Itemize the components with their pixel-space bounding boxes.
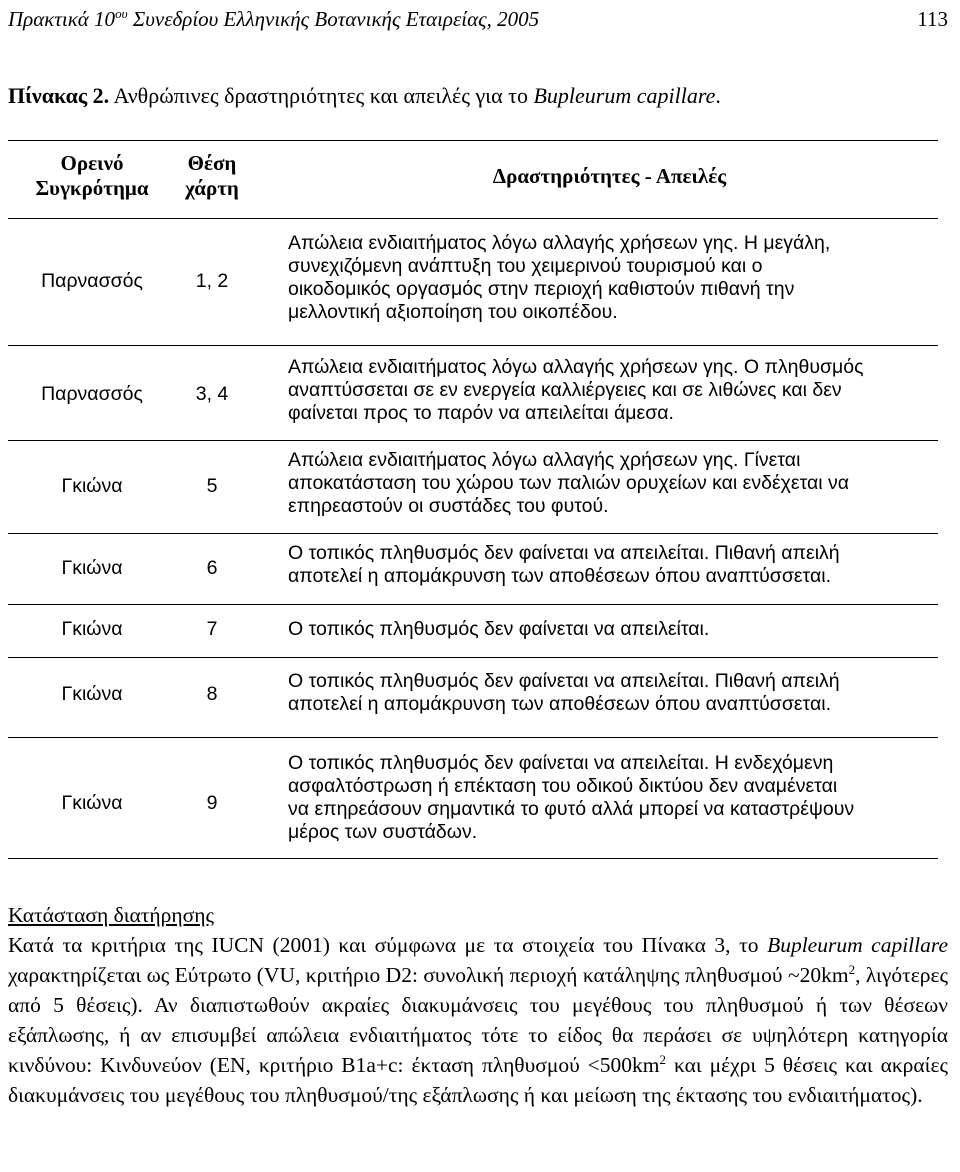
row-4-region: Γκιώνα [61, 557, 123, 579]
row-6-region: Γκιώνα [61, 683, 123, 705]
row-rule [8, 533, 938, 534]
row-rule [8, 345, 938, 346]
section-species: Bupleurum capillare [767, 933, 948, 957]
row-1-activities: Απώλεια ενδιαιτήματος λόγω αλλαγής χρήσεων γης. Η μεγάλη, συνεχιζόμενη ανάπτυξη του χειμερινού τουρισμού και ο οικοδομικός οργασμός στην περιοχή καθιστούν πιθανή την μελλοντική αξιοποίηση του οικοπέδου. [288, 232, 831, 323]
table-top-rule [8, 140, 938, 141]
row-2-region: Παρνασσός [41, 383, 143, 405]
row-3-site: 5 [206, 475, 218, 497]
header-rule [8, 218, 938, 219]
header-title: Πρακτικά $10^{o\upsilon}$ Συνεδρίου Ελληνικής Βοτανικής Εταιρείας, 2005 [8, 6, 540, 31]
row-5-region: Γκιώνα [61, 618, 123, 640]
caption-species: Bupleurum capillare [533, 83, 716, 108]
row-6-site: 8 [206, 683, 218, 705]
header-region: Ορεινό Συγκρότημα [35, 151, 149, 200]
row-rule [8, 657, 938, 658]
header-site: Θέση χάρτη [185, 151, 239, 200]
row-5-site: 7 [206, 618, 218, 640]
section-paragraph: Κατά τα κριτήρια της IUCN (2001) και σύμφωνα με τα στοιχεία του Πίνακα 3, το Bupleurum capillare χαρακτηρίζεται ως Εύτρωτο (VU, κριτήριο D2: συνολική περιοχή κατάληψης πληθυσμού $\sim 20km^2$, λιγότερες από 5 θέσεις). Αν διαπιστωθούν ακραίες διακυμάνσεις του μεγέθους του πληθυσμού ή των θέσεων εξάπλωσης, ή αν επισυμβεί απώλεια ενδιαιτήματος τότε το είδος θα περάσει σε υψηλότερη κατηγορία κινδύνου: Κινδυνεύον (EN, κριτήριο B1a+c: έκταση $\pi\lambda\eta\theta\upsilon\sigma\mu oύ <500km^2$ και μέχρι 5 θέσεις και ακραίες διακυμάνσεις του μεγέθους του πληθυσμού/της εξάπλωσης ή και μείωση της έκτασης του ενδιαιτήματος). [8, 933, 949, 1107]
page-number: 113 [917, 7, 948, 31]
row-4-activities: Ο τοπικός πληθυσμός δεν φαίνεται να απειλείται. Πιθανή απειλή αποτελεί η απομάκρυνση των αποθέσεων όπου αναπτύσσεται. [288, 542, 840, 587]
conservation-status-section [8, 900, 948, 1110]
row-2-site: 3, 4 [195, 383, 229, 405]
table-caption: Πίνακας 2. Ανθρώπινες δραστηριότητες και απειλές για το Bupleurum capillare. [8, 83, 721, 108]
row-5-activities: Ο τοπικός πληθυσμός δεν φαίνεται να απειλείται. [288, 618, 710, 640]
header-activities: Δραστηριότητες - Απειλές [492, 164, 727, 188]
row-7-region: Γκιώνα [61, 792, 123, 814]
row-6-activities: Ο τοπικός πληθυσμός δεν φαίνεται να απειλείται. Πιθανή απειλή αποτελεί η απομάκρυνση των αποθέσεων όπου αναπτύσσεται. [288, 670, 840, 715]
section-heading: Κατάσταση διατήρησης [8, 903, 214, 927]
row-rule [8, 440, 938, 441]
row-3-activities: Απώλεια ενδιαιτήματος λόγω αλλαγής χρήσεων γης. Γίνεται αποκατάσταση του χώρου των παλιών ορυχείων και ενδέχεται να επηρεαστούν οι συστάδες του φυτού. [288, 449, 850, 517]
caption-label: Πίνακας 2. [8, 83, 110, 108]
table-bottom-rule [8, 858, 938, 859]
row-1-site: 1, 2 [195, 270, 229, 292]
row-1-region: Παρνασσός [41, 270, 143, 292]
row-3-region: Γκιώνα [61, 475, 123, 497]
row-2-activities: Απώλεια ενδιαιτήματος λόγω αλλαγής χρήσεων γης. Ο πληθυσμός αναπτύσσεται σε εν ενεργεία καλλιέργειες και σε λιθώνες και δεν φαίνεται προς το παρόν να απειλείται άμεσα. [288, 356, 864, 424]
row-4-site: 6 [206, 557, 218, 579]
running-header [8, 6, 948, 32]
row-rule [8, 737, 938, 738]
row-7-site: 9 [206, 792, 218, 814]
row-rule [8, 604, 938, 605]
row-7-activities: Ο τοπικός πληθυσμός δεν φαίνεται να απειλείται. Η ενδεχόμενη ασφαλτόστρωση ή επέκταση του οδικού δικτύου δεν αναμένεται να επηρεάσουν σημαντικά το φυτό αλλά μπορεί να καταστρέψουν μέρος των συστάδων. [288, 752, 855, 843]
